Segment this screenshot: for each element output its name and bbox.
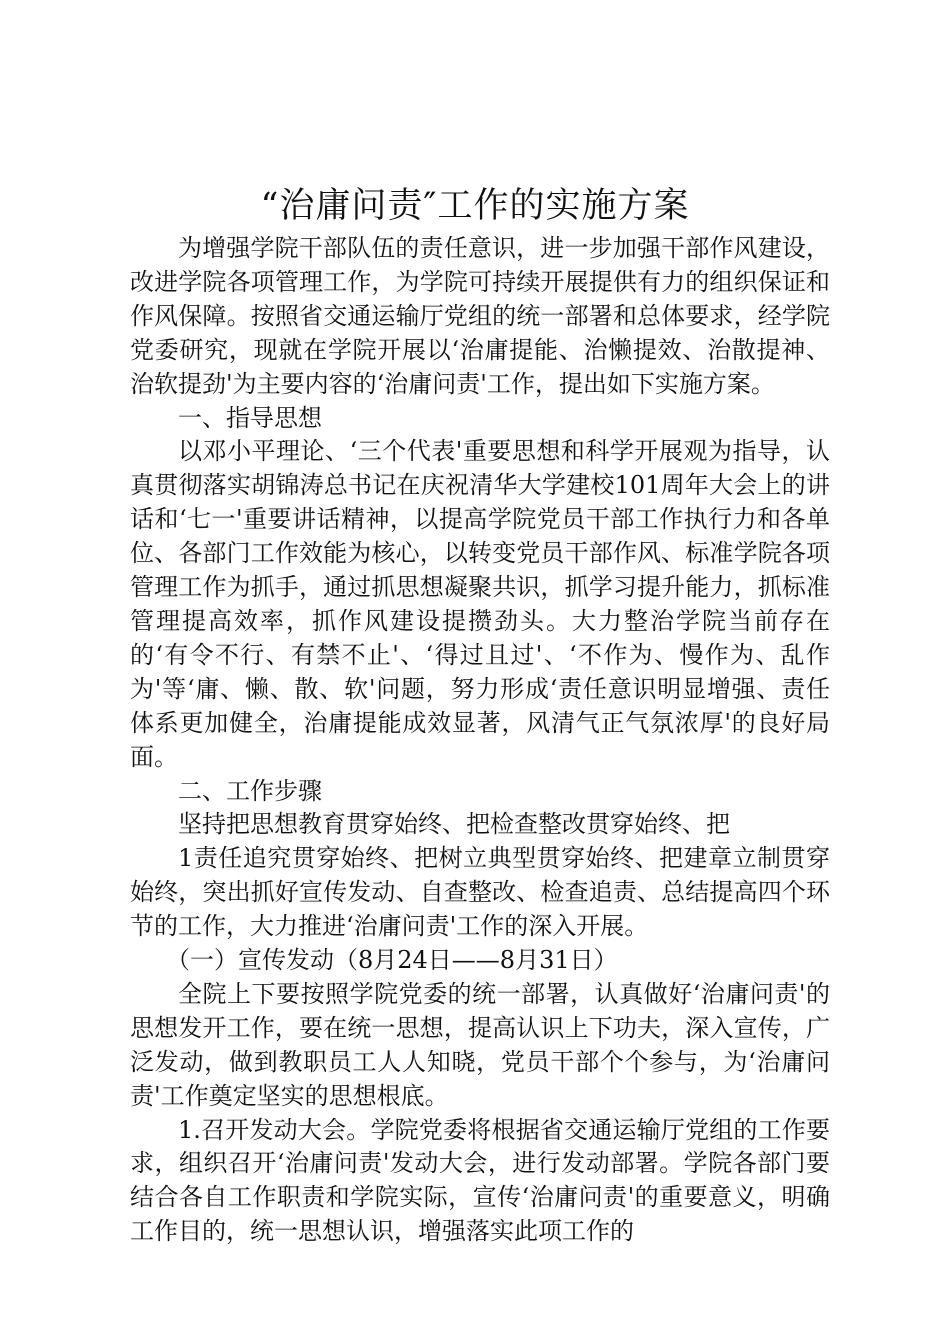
document-title: “治庸问责″工作的实施方案 (260, 186, 690, 226)
paragraph-mobilization-meeting: 1.召开发动大会。学院党委将根据省交通运输厅党组的工作要求，组织召开‘治庸问责'发动大会，进行发动部署。学院各部门要结合各自工作职责和学院实际，宣传‘治庸问责'的重要意义，明确工作目的，统一思想认识，增强落实此项工作的 (130, 1115, 830, 1246)
section-heading-guiding-ideology: 一、指导思想 (178, 403, 322, 432)
paragraph-intro: 为增强学院干部队伍的责任意识，进一步加强干部作风建设，改进学院各项管理工作，为学院可持续开展提供有力的组织保证和作风保障。按照省交通运输厅党组的统一部署和总体要求，经学院党委研究，现就在学院开展以‘治庸提能、治懒提效、治散提神、治软提劲'为主要内容的‘治庸问责'工作，提出如下实施方案。 (130, 234, 830, 398)
paragraph-guiding-ideology: 以邓小平理论、‘三个代表'重要思想和科学开展观为指导，认真贯彻落实胡锦涛总书记在庆祝清华大学建校101周年大会上的讲话和‘七一'重要讲话精神，以提高学院党员干部工作执行力和各单位、各部门工作效能为核心，以转变党员干部作风、标准学院各项管理工作为抓手，通过抓思想凝聚共识，抓学习提升能力，抓标准管理提高效率，抓作风建设提攒劲头。大力整治学院当前存在的‘有令不行、有禁不止'、‘得过且过'、‘不作为、慢作为、乱作为'等‘庸、懒、散、软'问题，努力形成‘责任意识明显增强、责任体系更加健全，治庸提能成效显著，风清气正气氛浓厚'的良好局面。 (130, 437, 830, 771)
section-heading-work-steps: 二、工作步骤 (178, 776, 322, 805)
paragraph-work-steps-continued: 1责任追究贯穿始终、把树立典型贯穿始终、把建章立制贯穿始终，突出抓好宣传发动、自查整改、检查追责、总结提高四个环节的工作，大力推进‘治庸问责'工作的深入开展。 (130, 844, 830, 941)
document-body (130, 232, 830, 1249)
paragraph-work-steps-line: 坚持把思想教育贯穿始终、把检查整改贯穿始终、把 (178, 810, 730, 839)
paragraph-publicity: 全院上下要按照学院党委的统一部署，认真做好‘治庸问责'的思想发开工作，要在统一思想，提高认识上下功夫，深入宣传，广泛发动，做到教职员工人人知晓，党员干部个个参与，为‘治庸问责'工作奠定坚实的思想根底。 (130, 979, 830, 1110)
subsection-heading-publicity: （一）宣传发动（8月24日——8月31日） (166, 946, 618, 975)
